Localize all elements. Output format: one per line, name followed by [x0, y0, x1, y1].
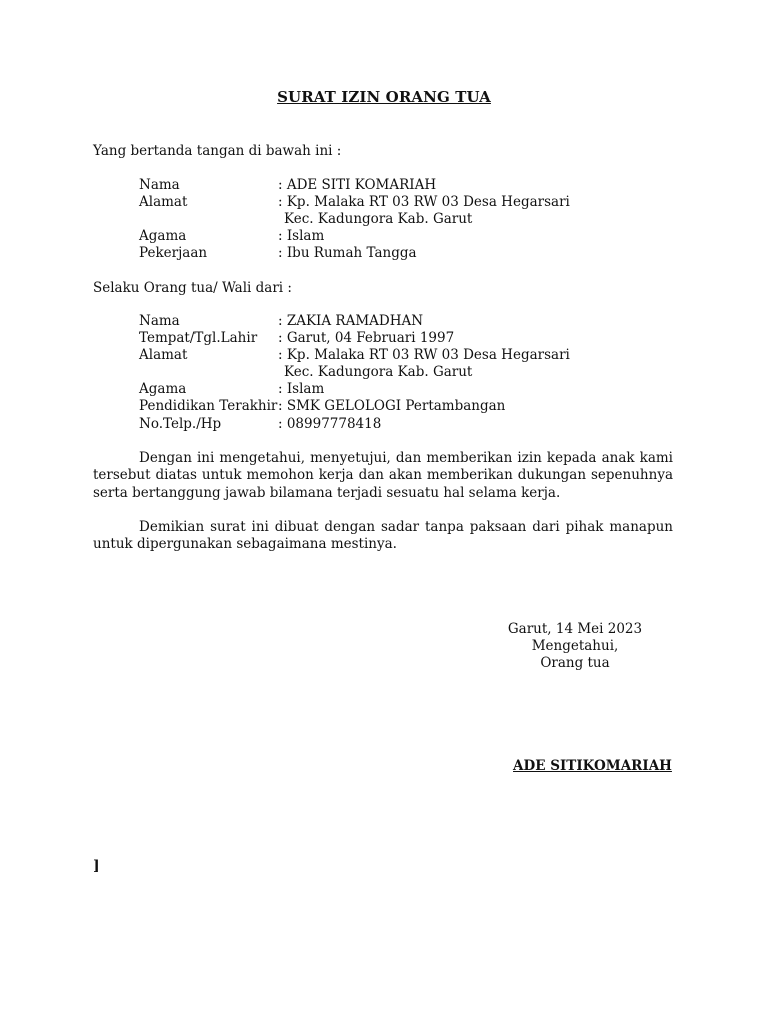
intro-text: Yang bertanda tangan di bawah ini : [93, 143, 342, 159]
child-pendidikan-value: : SMK GELOLOGI Pertambangan [278, 398, 506, 414]
parent-agama-label: Agama [139, 228, 187, 244]
child-agama-value: : Islam [278, 381, 325, 397]
parent-alamat-value-2: Kec. Kadungora Kab. Garut [284, 211, 473, 227]
child-telp-value: : 08997778418 [278, 416, 382, 432]
child-agama-label: Agama [139, 381, 187, 397]
child-nama-label: Nama [139, 313, 180, 329]
child-nama-value: : ZAKIA RAMADHAN [278, 313, 424, 329]
parent-alamat-value: : Kp. Malaka RT 03 RW 03 Desa Hegarsari [278, 194, 570, 210]
parent-nama-label: Nama [139, 177, 180, 193]
consent-paragraph [93, 450, 673, 502]
child-telp-label: No.Telp./Hp [139, 416, 222, 432]
parent-alamat-label: Alamat [139, 194, 188, 210]
child-ttl-value: : Garut, 04 Februari 1997 [278, 330, 455, 346]
signature-acknowledged: Mengetahui, [531, 638, 619, 654]
child-alamat-value: : Kp. Malaka RT 03 RW 03 Desa Hegarsari [278, 347, 570, 363]
parent-pekerjaan-label: Pekerjaan [139, 245, 208, 261]
signer-name: ADE SITIKOMARIAH [513, 758, 672, 774]
ward-intro-text: Selaku Orang tua/ Wali dari : [93, 280, 292, 296]
child-alamat-value-2: Kec. Kadungora Kab. Garut [284, 364, 473, 380]
parent-nama-value: : ADE SITI KOMARIAH [278, 177, 437, 193]
signature-role: Orang tua [540, 655, 610, 671]
parent-agama-value: : Islam [278, 228, 325, 244]
closing-paragraph [93, 519, 673, 554]
parent-pekerjaan-value: : Ibu Rumah Tangga [278, 245, 417, 261]
consent-paragraph-text: Dengan ini mengetahui, menyetujui, dan memberikan izin kepada anak kami tersebut diatas untuk memohon kerja dan akan memberikan dukungan sepenuhnya serta bertanggung jawab bilamana terjadi sesuatu hal selama kerja. [93, 450, 673, 501]
child-pendidikan-label: Pendidikan Terakhir [139, 398, 278, 414]
child-alamat-label: Alamat [139, 347, 188, 363]
child-ttl-label: Tempat/Tgl.Lahir [139, 330, 258, 346]
stray-bracket-mark: ] [93, 858, 100, 874]
letter-title: SURAT IZIN ORANG TUA [277, 88, 491, 106]
closing-paragraph-text: Demikian surat ini dibuat dengan sadar tanpa paksaan dari pihak manapun untuk dipergunakan sebagaimana mestinya. [93, 519, 673, 553]
signature-place-date: Garut, 14 Mei 2023 [507, 621, 643, 637]
